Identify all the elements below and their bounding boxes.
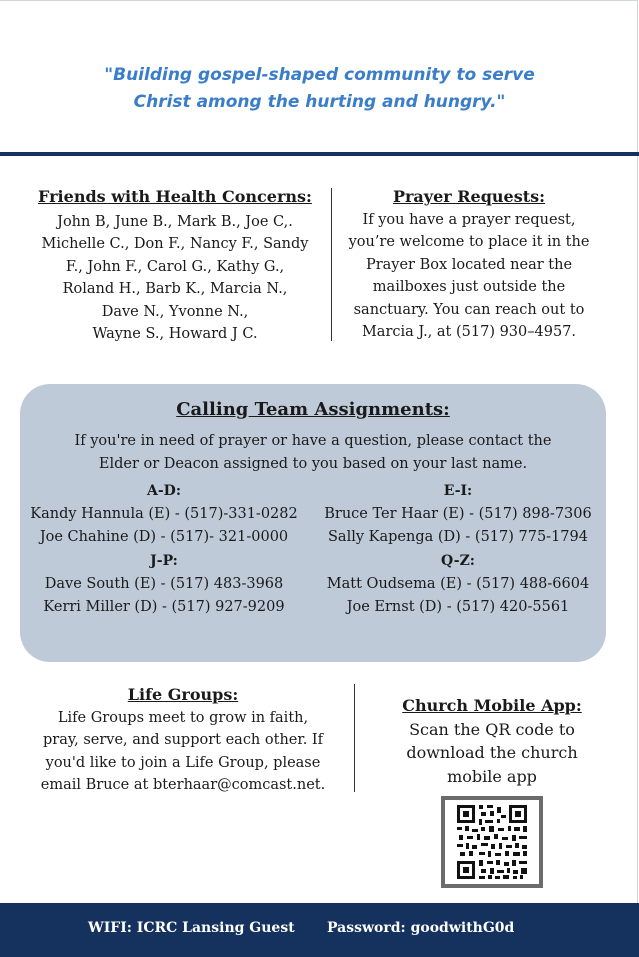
prayer-line: you’re welcome to place it in the [348, 234, 590, 250]
group-a-d [20, 480, 308, 549]
wifi-password: Password: goodwithG0d [327, 920, 515, 936]
life-line: Life Groups meet to grow in faith, [57, 709, 309, 726]
footer-bar [0, 903, 639, 957]
life-line: pray, serve, and support each other. If [42, 732, 324, 748]
mobile-app-section [372, 694, 612, 788]
qr-code-icon[interactable] [441, 796, 543, 888]
calling-team-intro [20, 430, 606, 476]
group-elder: Kandy Hannula (E) - (517)-331-0282 [30, 506, 298, 522]
qr-code-graphic [445, 800, 539, 884]
group-elder: Matt Oudsema (E) - (517) 488-6604 [326, 576, 590, 592]
life-line: email Bruce at bterhaar@comcast.net. [40, 777, 326, 793]
group-label: Q-Z: [441, 553, 475, 569]
health-line: Roland H., Barb K., Marcia N., [62, 281, 288, 297]
prayer-requests-section [334, 186, 604, 344]
group-label: E-I: [443, 483, 473, 499]
prayer-line: Prayer Box located near the [365, 256, 573, 273]
health-line: Michelle C., Don F., Nancy F., Sandy [41, 236, 309, 252]
group-q-z [308, 550, 608, 619]
mobile-app-line: mobile app [447, 766, 537, 786]
calling-intro-line-2: Elder or Deacon assigned to you based on your last name. [98, 456, 528, 472]
health-line: John B, June B., Mark B., Joe C,. [57, 213, 293, 230]
mobile-app-line: Scan the QR code to [409, 719, 575, 739]
group-elder: Dave South (E) - (517) 483-3968 [44, 576, 284, 592]
mobile-app-heading: Church Mobile App: [402, 696, 582, 715]
health-line: Dave N., Yvonne N., [101, 303, 249, 320]
header-divider [0, 152, 639, 156]
prayer-line: Marcia J., at (517) 930–4957. [361, 324, 577, 340]
section-divider [331, 188, 332, 341]
mobile-app-line: download the church [406, 743, 578, 762]
life-line: you'd like to join a Life Group, please [45, 754, 321, 771]
health-concerns-heading: Friends with Health Concerns: [38, 187, 312, 206]
group-j-p [20, 550, 308, 619]
health-concerns-section [20, 186, 330, 346]
life-groups-section [20, 684, 346, 797]
group-deacon: Joe Chahine (D) - (517)- 321-0000 [39, 529, 289, 545]
calling-team-title: Calling Team Assignments: [176, 399, 450, 420]
group-deacon: Joe Ernst (D) - (517) 420-5561 [346, 599, 570, 615]
prayer-line: mailboxes just outside the [372, 279, 566, 295]
tagline-line-2: Christ among the hurting and hungry." [133, 92, 506, 112]
prayer-requests-heading: Prayer Requests: [392, 187, 546, 206]
group-deacon: Kerri Miller (D) - (517) 927-9209 [43, 599, 285, 615]
group-deacon: Sally Kapenga (D) - (517) 775-1794 [327, 529, 588, 545]
prayer-line: sanctuary. You can reach out to [353, 301, 585, 318]
tagline [0, 62, 639, 116]
tagline-line-1: "Building gospel-shaped community to serve [104, 65, 535, 85]
health-line: Wayne S., Howard J C. [92, 326, 258, 342]
group-label: A-D: [147, 483, 181, 499]
prayer-line: If you have a prayer request, [362, 211, 576, 228]
life-groups-heading: Life Groups: [127, 685, 239, 704]
group-e-i [308, 480, 608, 549]
wifi-network: WIFI: ICRC Lansing Guest [88, 920, 295, 936]
calling-team-panel [20, 384, 606, 662]
group-elder: Bruce Ter Haar (E) - (517) 898-7306 [324, 506, 592, 522]
group-label: J-P: [150, 553, 178, 569]
calling-intro-line-1: If you're in need of prayer or have a question, please contact the [74, 433, 552, 449]
section-divider [354, 684, 355, 792]
health-line: F., John F., Carol G., Kathy G., [65, 258, 285, 275]
